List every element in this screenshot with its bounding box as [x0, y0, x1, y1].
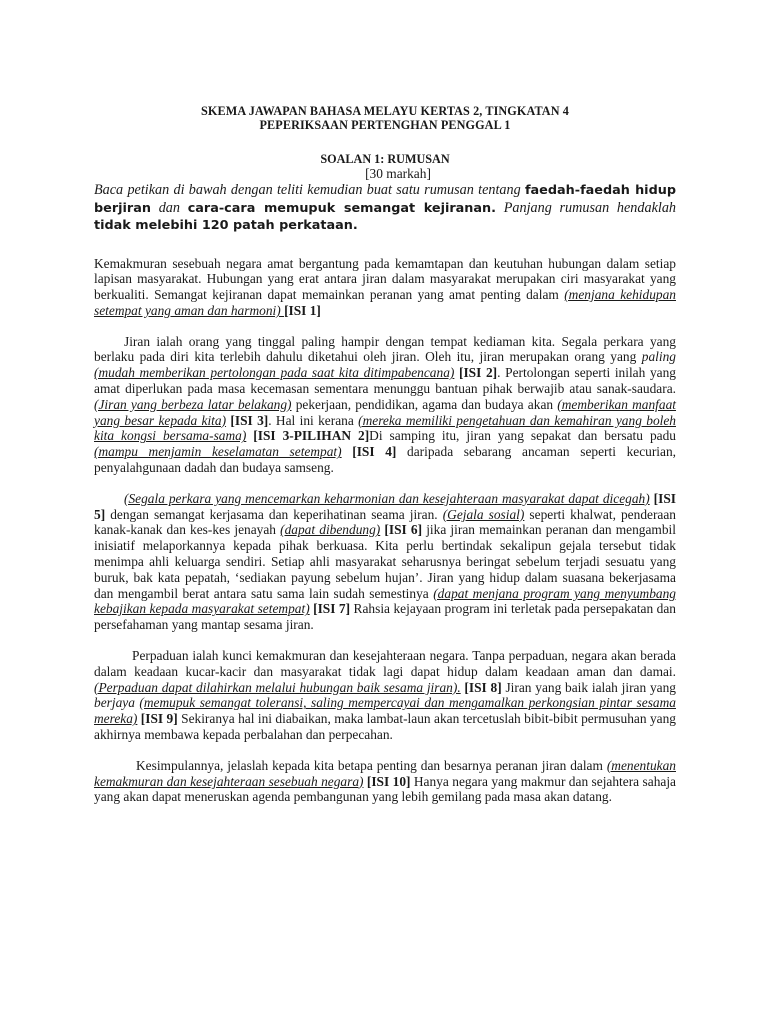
passage-paragraph-3: (Segala perkara yang mencemarkan keharmonian dan kesejahteraan masyarakat dapat dicegah) [ISI 5] dengan semangat kerjasama dan keperihatinan seama jiran. (Gejala sosial) seperti khalwat, penderaan kanak-kanak dan kes-kes jenayah (dapat dibendung) [ISI 6] jika jiran memainkan peranan dan mengambil inisiatif melaporkannya kepada pihak berkuasa. Kita perlu bertindak sekalipun gejala tersebut tidak menimpa ahli keluarga sendiri. Setiap ahli masyarakat seharusnya beringat sebelum terjadi sesuatu yang buruk, bak kata pepatah, ‘sediakan payung sebelum hujan’. Jiran yang hidup dalam suasana bekerjasama dan mengambil berat antara satu sama lain sudah semestinya (dapat menjana program yang menyumbang kebajikan kepada masyarakat setempat) [ISI 7] Rahsia kejayaan program ini terletak pada persepakatan dan persefahaman yang mantap sesama jiran. [94, 490, 676, 633]
instruction-paragraph: Baca petikan di bawah dengan teliti kemudian buat satu rumusan tentang faedah-faedah hidup berjiran dan cara-cara memupuk semangat kejiranan. Panjang rumusan hendaklah tidak melebihi 120 patah perkataan. [94, 182, 677, 233]
passage-paragraph-2: Jiran ialah orang yang tinggal paling hampir dengan tempat kediaman kita. Segala perkara yang berlaku pada diri kita terlebih dahulu diketahui oleh jiran. Oleh itu, jiran merupakan orang yang paling (mudah memberikan pertolongan pada saat kita ditimpabencana) [ISI 2]. Pertolongan seperti inilah yang amat diperlukan pada masa kecemasan sementara menunggu bantuan pihak berwajib atau sanak-saudara. (Jiran yang berbeza latar belakang) pekerjaan, pendidikan, agama dan budaya akan (memberikan manfaat yang besar kepada kita) [ISI 3]. Hal ini kerana (mereka memiliki pengetahuan dan kemahiran yang boleh kita kongsi bersama-sama) [ISI 3-PILIHAN 2]Di samping itu, jiran yang sepakat dan bersatu padu (mampu menjamin keselamatan setempat) [ISI 4] daripada sebarang ancaman seperti kecurian, penyalahgunaan dadah dan budaya samseng. [94, 333, 677, 476]
passage-paragraph-5: Kesimpulannya, jelaslah kepada kita betapa penting dan besarnya peranan jiran dalam (menentukan kemakmuran dan kesejahteraan sesebuah negara) [ISI 10] Hanya negara yang makmur dan sejahtera sahaja yang akan dapat meneruskan agenda pembangunan yang lebih gemilang pada masa akan datang. [94, 757, 676, 805]
document-page [94, 104, 676, 805]
document-title-line2: PEPERIKSAAN PERTENGHAN PENGGAL 1 [259, 118, 511, 132]
question-heading: SOALAN 1: RUMUSAN [320, 152, 450, 166]
passage-paragraph-1: Kemakmuran sesebuah negara amat bergantung pada kemamtapan dan keutuhan hubungan dalam setiap lapisan masyarakat. Hubungan yang erat antara jiran dalam masyarakat merupakan ciri masyarakat yang berkualiti. Semangat kejiranan dapat memainkan peranan yang amat penting dalam (menjana kehidupan setempat yang aman dan harmoni) [ISI 1] [94, 255, 676, 318]
marks-label: [30 markah] [365, 166, 431, 181]
passage-paragraph-4: Perpaduan ialah kunci kemakmuran dan kesejahteraan negara. Tanpa perpaduan, negara akan berada dalam keadaan kucar-kacir dan masyarakat tidak lagi dapat hidup dalam keadaan aman dan damai. (Perpaduan dapat dilahirkan melalui hubungan baik sesama jiran). [ISI 8] Jiran yang baik ialah jiran yang berjaya (memupuk semangat toleransi, saling mempercayai dan mengamalkan perkongsian pintar sesama mereka) [ISI 9] Sekiranya hal ini diabaikan, maka lambat-laun akan tercetuslah bibit-bibit permusuhan yang akhirnya membawa kepada perbalahan dan perpecahan. [94, 648, 676, 743]
document-title-line1: SKEMA JAWAPAN BAHASA MELAYU KERTAS 2, TINGKATAN 4 [201, 104, 569, 118]
